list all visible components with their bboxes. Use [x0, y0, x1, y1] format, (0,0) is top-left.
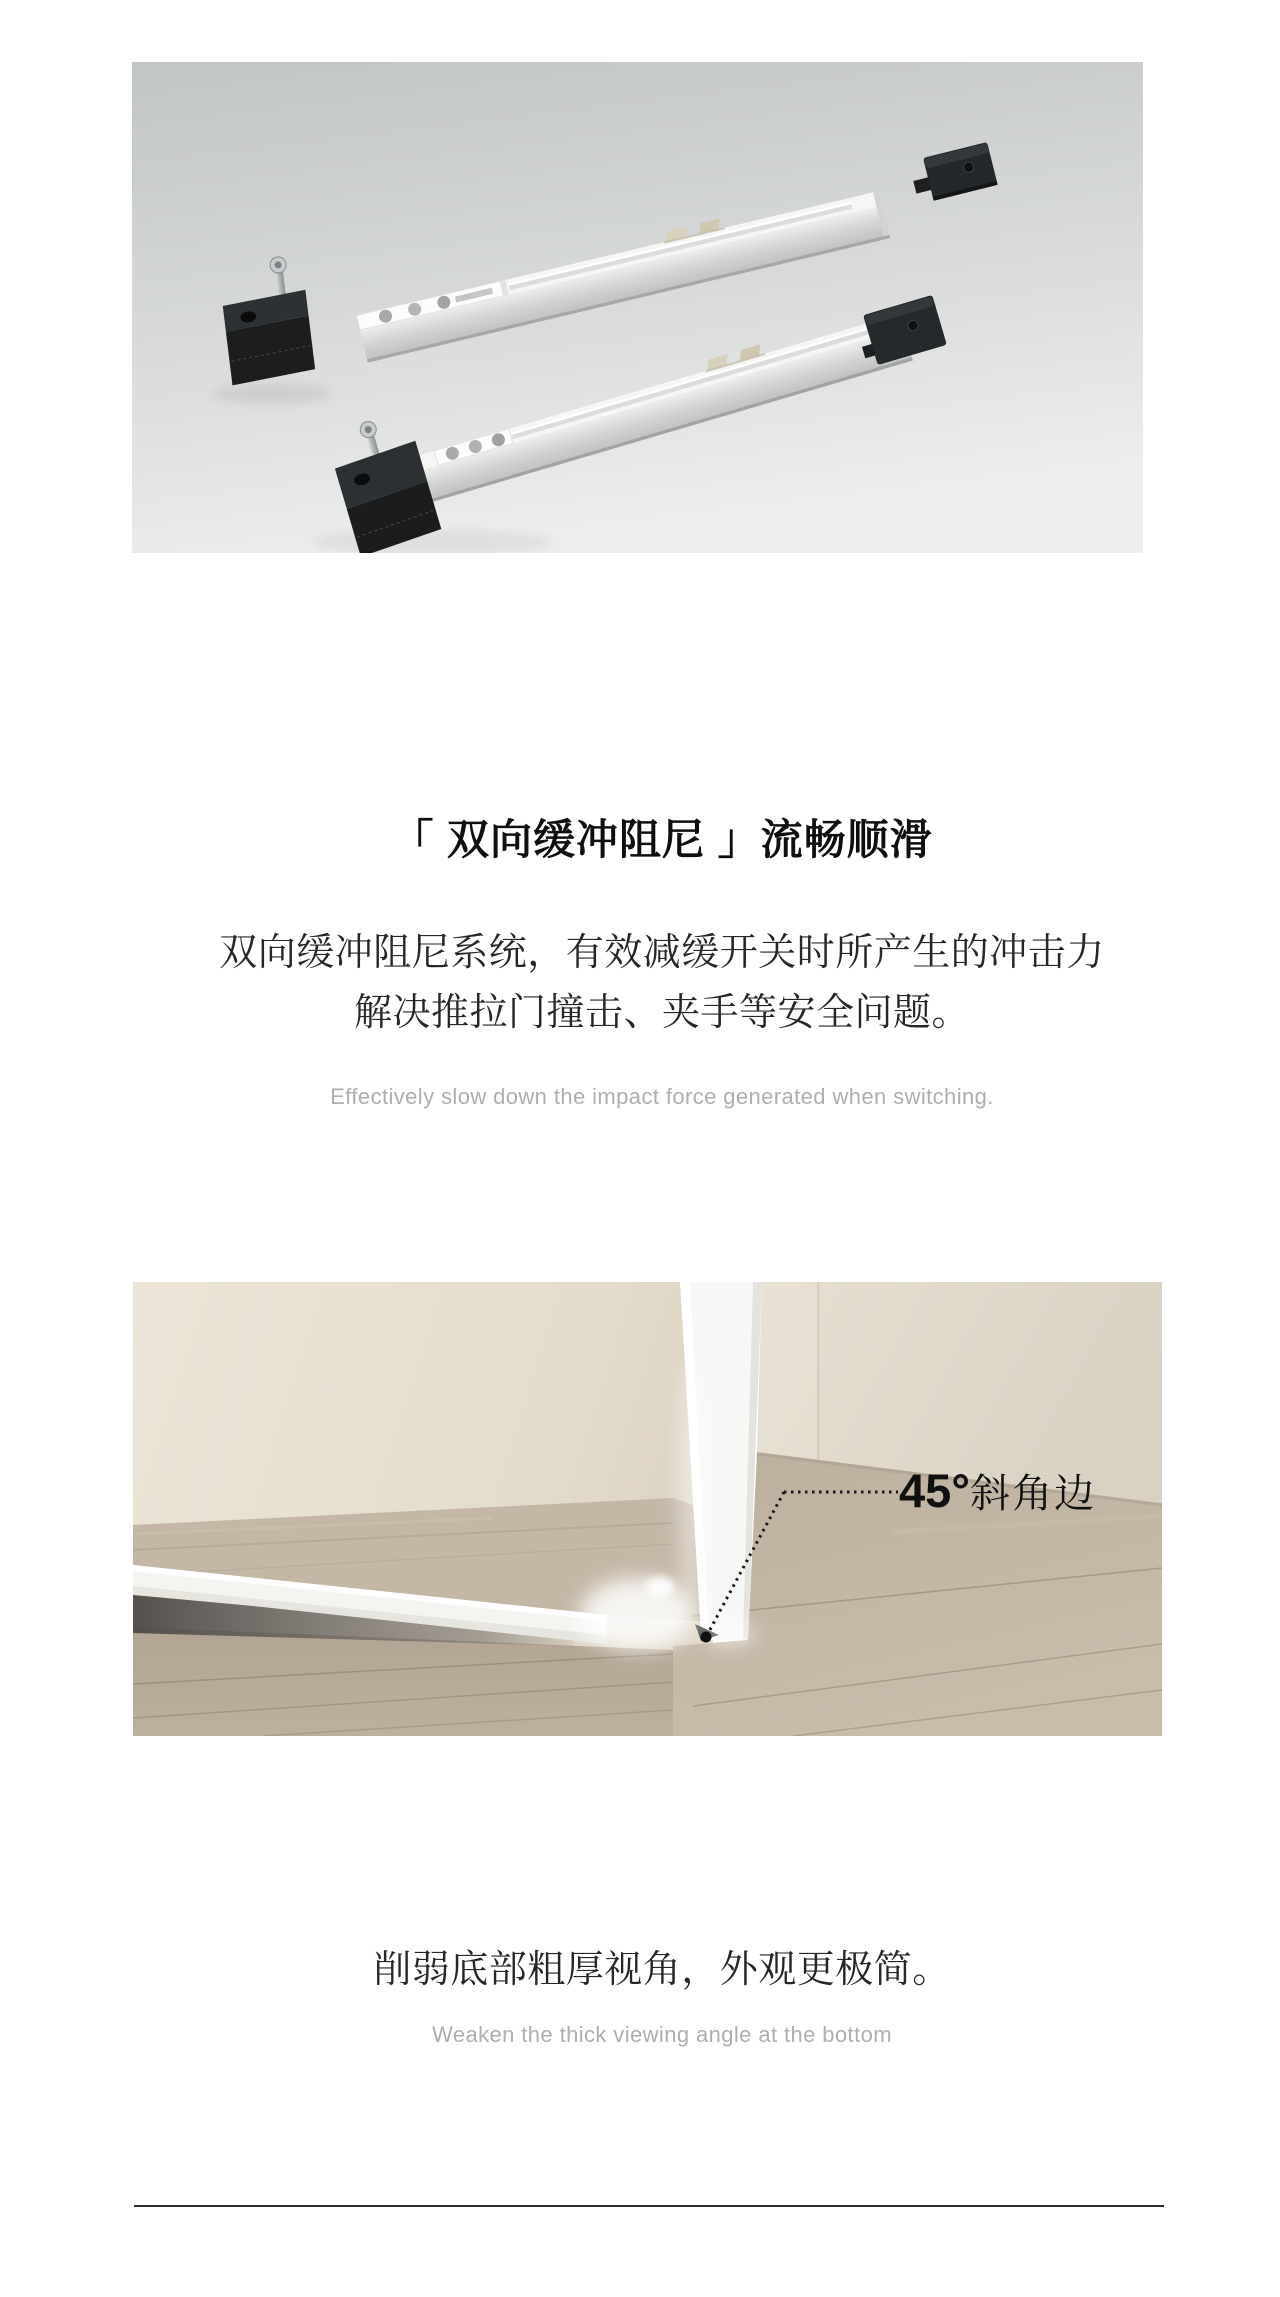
section2-caption-en: Weaken the thick viewing angle at the bottom [432, 2022, 892, 2047]
annotation-leader-line [693, 1480, 908, 1650]
section1-body [133, 923, 1191, 1043]
annotation-angle-value: 45° [899, 1464, 971, 1517]
section2-body: 削弱底部粗厚视角，外观更极简。 [373, 1949, 951, 1991]
annotation-angle-label: 斜角边 [970, 1472, 1097, 1516]
door-corner-image [133, 1282, 1162, 1736]
section1-caption-en: Effectively slow down the impact force generated when switching. [330, 1084, 994, 1109]
section1-body-line1: 双向缓冲阻尼系统，有效减缓开关时所产生的冲击力 [219, 932, 1105, 974]
section-divider [134, 2205, 1164, 2207]
section1-body-line2: 解决推拉门撞击、夹手等安全问题。 [353, 992, 970, 1034]
annotation-dot [701, 1632, 712, 1643]
product-image-damper-rails [132, 62, 1143, 553]
product-image-canvas [132, 62, 1143, 553]
annotation-45-bevel [899, 1462, 1096, 1519]
section1-heading: 「 双向缓冲阻尼 」流畅顺滑 [391, 815, 933, 863]
